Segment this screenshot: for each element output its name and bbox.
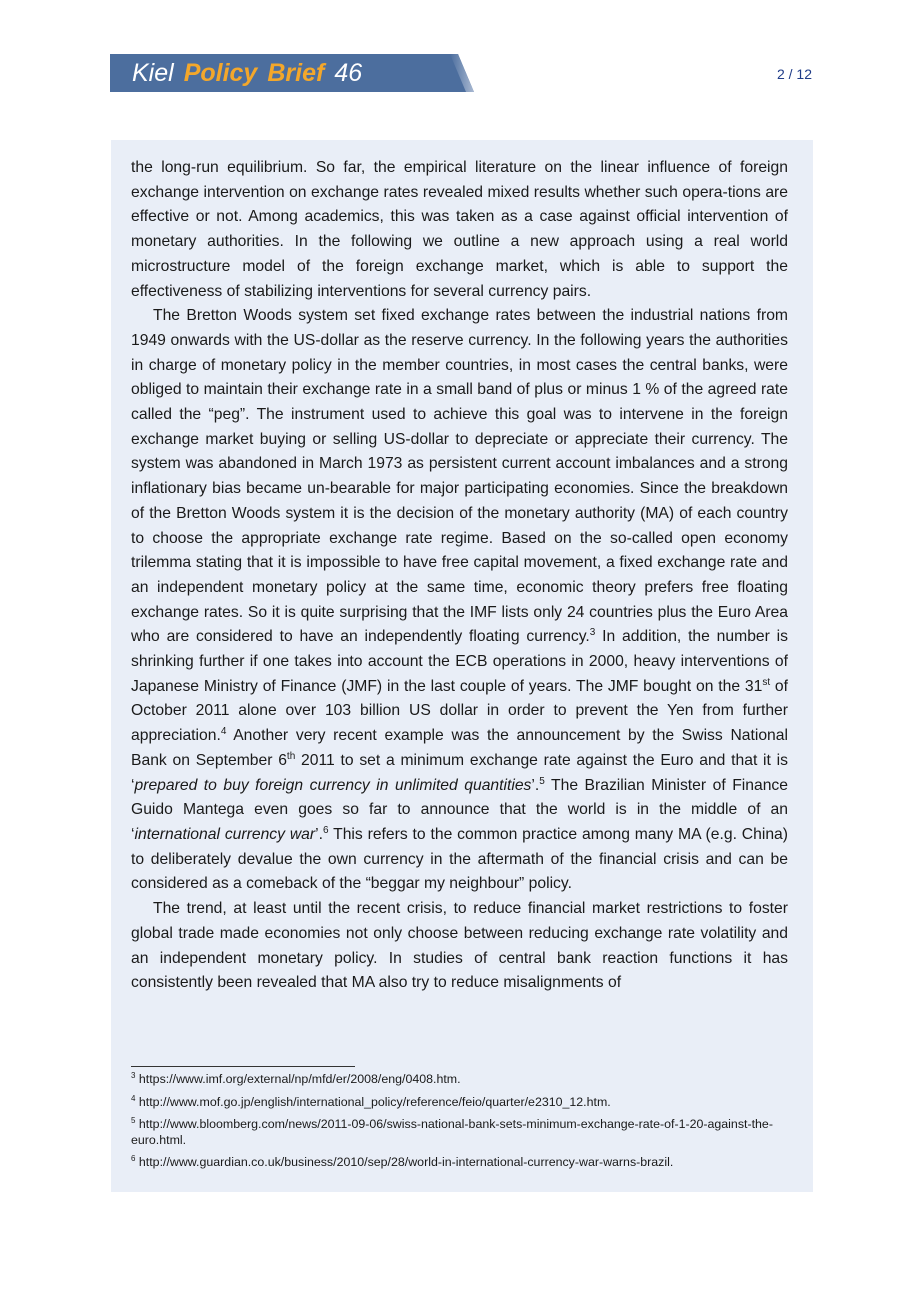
footnote-ref-6[interactable]: 6: [322, 824, 329, 836]
footnote-number: 5: [131, 1116, 136, 1125]
footnote-link[interactable]: http://www.guardian.co.uk/business/2010/sep/28/world-in-international-currency-war-warns-brazil.: [138, 1155, 674, 1169]
page-indicator: 2 / 12: [776, 66, 812, 82]
text-run: 2011 to set a minimum exchange rate against the Euro and that it is ‘: [131, 751, 788, 794]
footnote-ref-4[interactable]: 4: [220, 726, 227, 738]
ordinal-suffix: th: [286, 750, 296, 762]
paragraph-3: The trend, at least until the recent crisis, to reduce financial market restrictions to foster global trade made economies not only choose between reducing exchange rate volatility and an independent monetary policy. In studies of central bank reaction functions it has consistently been revealed that MA also try to reduce misalignments of: [131, 900, 788, 992]
footnote-number: 4: [131, 1093, 136, 1103]
text-run: Another very recent example was the announcement by the Swiss National Bank on September 6: [131, 727, 788, 769]
text-run: In addition, the number is shrinking further if one takes into account the ECB operations in 2000, heavy interventions of Japanese Ministry of Finance (JMF) in the last couple of years. The JMF bought on the 31: [131, 628, 788, 695]
footnote-3: [131, 1072, 791, 1088]
brand-kiel: Kiel: [132, 59, 174, 87]
paragraph-2: [131, 304, 788, 897]
ordinal-suffix: st: [762, 676, 771, 688]
footnote-divider: [131, 1066, 355, 1067]
footnote-ref-5[interactable]: 5: [539, 775, 545, 787]
footnote-6: [131, 1155, 791, 1171]
brand-policy: Policy: [183, 59, 258, 87]
text-run: This refers to the common practice among many MA (e.g. China) to deliberately devalue the own currency in the aftermath of the financial crisis and can be considered as a comeback of the “beggar my neighbour” policy.: [131, 825, 788, 893]
header-banner: [110, 54, 474, 92]
issue-number: 46: [334, 59, 363, 87]
text-run: The Brazilian Minister of Finance Guido Mantega even goes so far to announce that the world is in the middle of an ‘: [131, 776, 788, 843]
footnote-number: 6: [131, 1154, 136, 1163]
quote-currency-war: international currency war: [134, 825, 316, 843]
quote-snb: prepared to buy foreign currency in unlimited quantities: [134, 776, 532, 794]
footnote-link[interactable]: https://www.imf.org/external/np/mfd/er/2008/eng/0408.htm.: [138, 1072, 461, 1086]
body-text: [131, 156, 788, 996]
brand-brief: Brief: [267, 59, 325, 87]
footnote-ref-3[interactable]: 3: [589, 627, 596, 639]
footnote-link[interactable]: http://www.mof.go.jp/english/international_policy/reference/feio/quarter/e2310_12.htm.: [138, 1094, 611, 1109]
paragraph-1: the long-run equilibrium. So far, the empirical literature on the linear influence of foreign exchange intervention on exchange rates revealed mixed results whether such opera-tions are effective or not. Among academics, this was taken as a case against official intervention of monetary authorities. In the following we outline a new approach using a real world microstructure model of the foreign exchange market, which is able to support the effectiveness of stabilizing interventions for several currency pairs.: [131, 159, 788, 300]
text-run: The Bretton Woods system set fixed exchange rates between the industrial nations from 1949 onwards with the US-dollar as the reserve currency. In the following years the authorities in charge of monetary policy in the member countries, in most cases the central banks, were obliged to maintain their exchange rate in a small band of plus or minus 1 % of the agreed rate called the “peg”. The instrument used to achieve this goal was to intervene in the foreign exchange market buying or selling US-dollar to depreciate or appreciate their currency. The system was abandoned in March 1973 as persistent current account imbalances and a strong inflationary bias became un-bearable for major participating economies. Since the breakdown of the Bretton Woods system it is the decision of the monetary authority (MA) of each country to choose the appropriate exchange rate regime. Based on the so-called open economy trilemma stating that it is impossible to have free capital movement, a fixed exchange rate and an independent monetary policy at the same time, economic theory prefers free floating exchange rates. So it is quite surprising that the IMF lists only 24 countries plus the Euro Area who are considered to have an independently floating currency.: [131, 307, 788, 646]
footnote-5: [131, 1117, 791, 1148]
text-run: ’.: [531, 776, 540, 794]
text-run: ’.: [315, 825, 323, 843]
content-panel: [111, 140, 813, 1192]
footnote-number: 3: [131, 1071, 136, 1080]
footnotes: [131, 1072, 791, 1178]
footnote-4: [131, 1095, 791, 1111]
footnote-link[interactable]: http://www.bloomberg.com/news/2011-09-06/swiss-national-bank-sets-minimum-exchange-rate-of-1-20-against-the-euro.html.: [131, 1117, 773, 1147]
brand-title: [132, 57, 362, 89]
text-run: of October 2011 alone over 103 billion US dollar in order to prevent the Yen from further appreciation.: [131, 677, 788, 745]
